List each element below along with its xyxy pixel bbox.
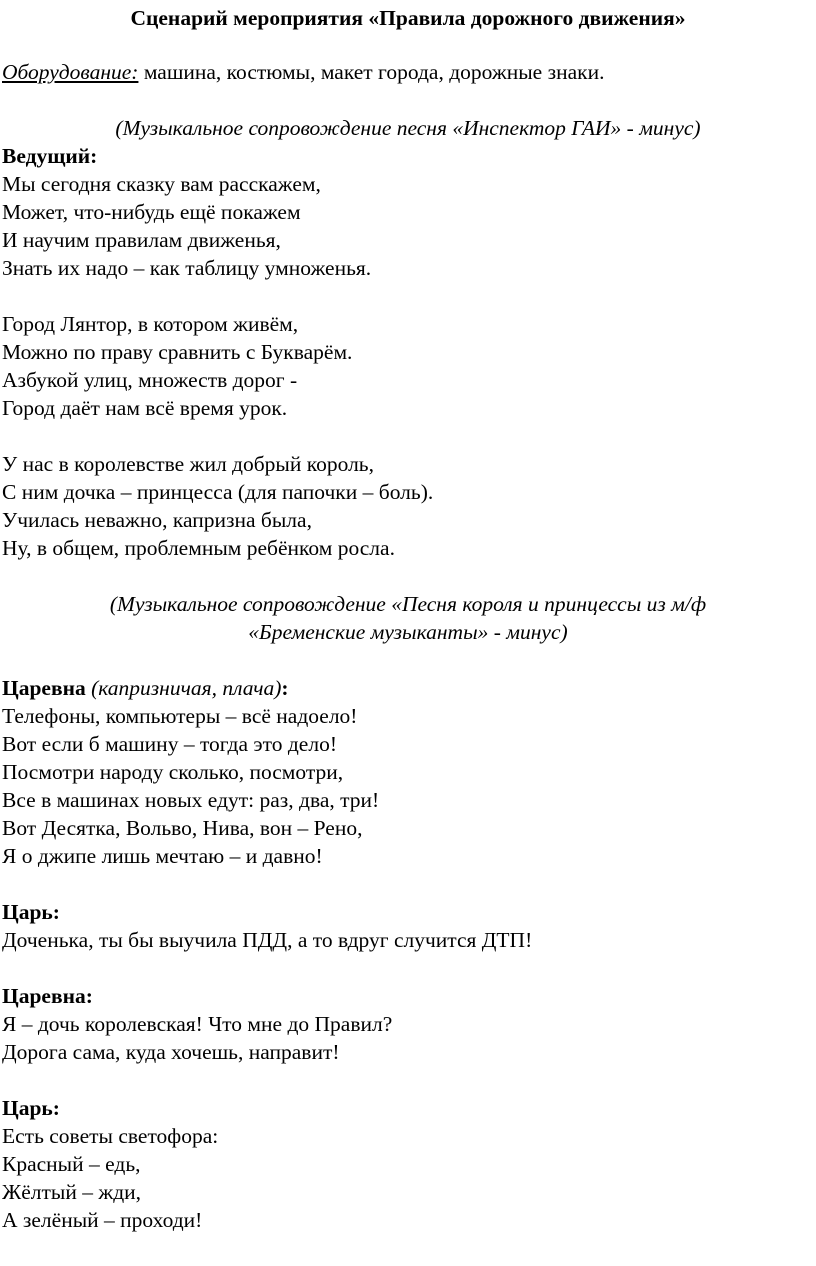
verse-line: Я о джипе лишь мечтаю – и давно! bbox=[2, 844, 323, 868]
speaker-princess: Царевна: bbox=[2, 984, 93, 1008]
verse-line: Дорога сама, куда хочешь, направит! bbox=[2, 1040, 340, 1064]
speech-line: Доченька, ты бы выучила ПДД, а то вдруг случится ДТП! bbox=[2, 928, 533, 952]
verse-line: Город даёт нам всё время урок. bbox=[2, 396, 288, 420]
verse-line: У нас в королевстве жил добрый король, bbox=[2, 452, 374, 476]
verse-line: Азбукой улиц, множеств дорог - bbox=[2, 368, 298, 392]
verse-line: Ну, в общем, проблемным ребёнком росла. bbox=[2, 536, 395, 560]
speaker-king: Царь: bbox=[2, 1096, 60, 1120]
host-stanza-3 bbox=[2, 450, 433, 562]
verse-line: Есть советы светофора: bbox=[2, 1124, 219, 1148]
speaker-line bbox=[2, 674, 379, 702]
verse-line: А зелёный – проходи! bbox=[2, 1208, 203, 1232]
verse-line: Я – дочь королевская! Что мне до Правил? bbox=[2, 1012, 393, 1036]
verse-line: Все в машинах новых едут: раз, два, три! bbox=[2, 788, 380, 812]
verse-line: Может, что-нибудь ещё покажем bbox=[2, 200, 301, 224]
verse-line: Посмотри народу сколько, посмотри, bbox=[2, 760, 344, 784]
speaker-king: Царь: bbox=[2, 900, 60, 924]
verse-line: Жёлтый – жди, bbox=[2, 1180, 142, 1204]
stage-direction-music-2 bbox=[0, 590, 816, 646]
princess-speech-2 bbox=[2, 982, 392, 1066]
equipment-line bbox=[2, 58, 604, 86]
stage-direction-music-1: (Музыкальное сопровождение песня «Инспектор ГАИ» - минус) bbox=[115, 116, 701, 140]
verse-line: С ним дочка – принцесса (для папочки – боль). bbox=[2, 480, 434, 504]
verse-line: Училась неважно, капризна была, bbox=[2, 508, 312, 532]
equipment-label: Оборудование: bbox=[2, 60, 139, 84]
verse-line: И научим правилам движенья, bbox=[2, 228, 281, 252]
speaker-colon: : bbox=[281, 676, 289, 700]
verse-line: Телефоны, компьютеры – всё надоело! bbox=[2, 704, 358, 728]
document-title: Сценарий мероприятия «Правила дорожного движения» bbox=[130, 6, 686, 30]
verse-line: Красный – едь, bbox=[2, 1152, 141, 1176]
stage-direction-line: «Бременские музыканты» - минус) bbox=[248, 620, 568, 644]
king-speech-1 bbox=[2, 898, 532, 954]
verse-line: Вот если б машину – тогда это дело! bbox=[2, 732, 337, 756]
verse-line: Мы сегодня сказку вам расскажем, bbox=[2, 172, 321, 196]
speaker-host: Ведущий: bbox=[2, 144, 98, 168]
stage-direction-line: (Музыкальное сопровождение «Песня короля и принцессы из м/ф bbox=[109, 592, 707, 616]
host-speech bbox=[2, 142, 371, 282]
verse-line: Можно по праву сравнить с Букварём. bbox=[2, 340, 353, 364]
host-stanza-2 bbox=[2, 310, 352, 422]
verse-line: Город Лянтор, в котором живём, bbox=[2, 312, 299, 336]
stage-remark: (капризничая, плача) bbox=[85, 676, 282, 700]
verse-line: Вот Десятка, Вольво, Нива, вон – Рено, bbox=[2, 816, 363, 840]
speaker-princess: Царевна bbox=[2, 676, 86, 700]
king-speech-2 bbox=[2, 1094, 218, 1234]
verse-line: Знать их надо – как таблицу умноженья. bbox=[2, 256, 372, 280]
princess-speech-1 bbox=[2, 674, 379, 870]
equipment-text: машина, костюмы, макет города, дорожные знаки. bbox=[138, 60, 605, 84]
